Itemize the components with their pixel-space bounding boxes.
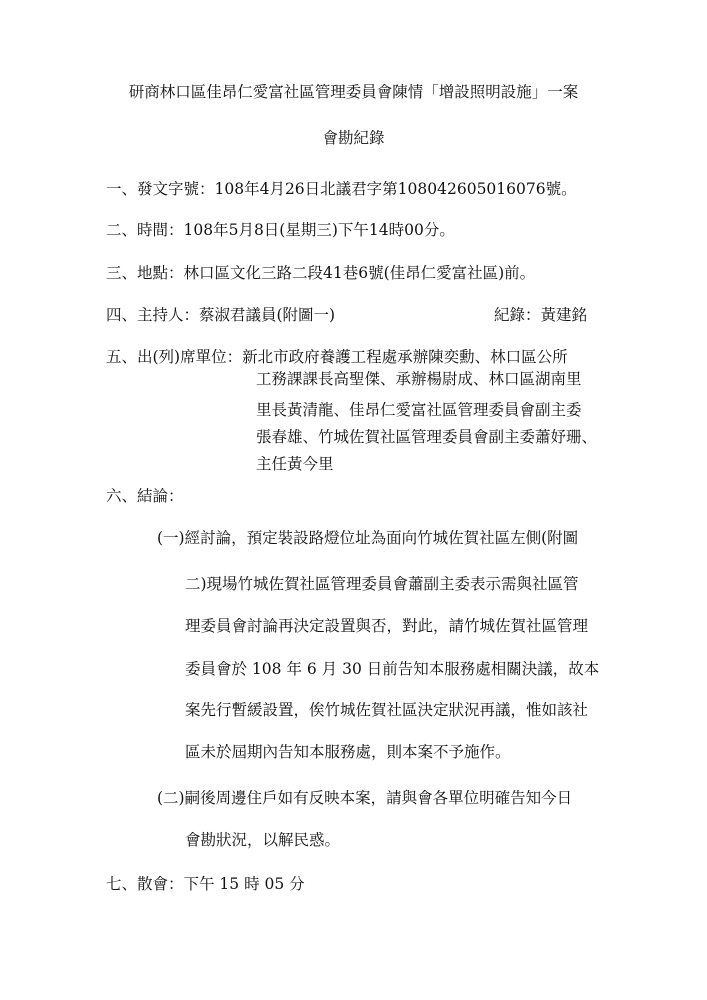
item-attendees-label: 五、出(列)席單位：新北市政府養護工程處承辦陳奕勳、林口區公所 <box>106 348 568 366</box>
conclusion-line: (一)經討論，預定裝設路燈位址為面向竹城佐賀社區左側(附圖 <box>157 529 579 547</box>
document-subtitle: 會勘紀錄 <box>322 129 385 147</box>
item-conclusion-label: 六、結論： <box>106 487 184 505</box>
conclusion-line: 理委員會討論再決定設置與否，對此，請竹城佐賀社區管理 <box>185 617 589 635</box>
item-location: 三、地點：林口區文化三路二段41巷6號(佳昂仁愛富社區)前。 <box>106 264 536 282</box>
conclusion-line: 二)現場竹城佐賀社區管理委員會蕭副主委表示需與社區管 <box>185 575 579 593</box>
item-time: 二、時間：108年5月8日(星期三)下午14時00分。 <box>106 221 455 239</box>
conclusion-line: 會勘狀況，以解民惑。 <box>185 831 341 849</box>
conclusion-line: 委員會於 108 年 6 月 30 日前告知本服務處相關決議，故本 <box>185 660 600 678</box>
conclusion-line: 案先行暫緩設置，俟竹城佐賀社區決定狀況再議，惟如該社 <box>185 701 589 719</box>
item-adjourn: 七、散會：下午 15 時 05 分 <box>106 875 305 893</box>
item-host: 四、主持人：蔡淑君議員(附圖一) <box>106 306 336 324</box>
conclusion-line: 區未於屆期內告知本服務處，則本案不予施作。 <box>185 743 511 761</box>
attendees-line: 工務課課長高聖傑、承辦楊尉成、林口區湖南里 <box>256 370 582 388</box>
item-recorder: 紀錄：黃建銘 <box>494 306 588 324</box>
attendees-line: 里長黃清龍、佳昂仁愛富社區管理委員會副主委 <box>256 401 582 419</box>
attendees-line: 張春雄、竹城佐賀社區管理委員會副主委蕭妤珊、 <box>256 428 598 446</box>
item-host-row <box>106 303 594 325</box>
document-title: 研商林口區佳昂仁愛富社區管理委員會陳情「增設照明設施」一案 <box>128 83 579 101</box>
attendees-line: 主任黃今里 <box>256 455 334 473</box>
conclusion-line: (二)嗣後周邊住戶如有反映本案，請與會各單位明確告知今日 <box>157 789 573 807</box>
item-document-number: 一、發文字號：108年4月26日北議君字第108042605016076號。 <box>106 180 577 198</box>
